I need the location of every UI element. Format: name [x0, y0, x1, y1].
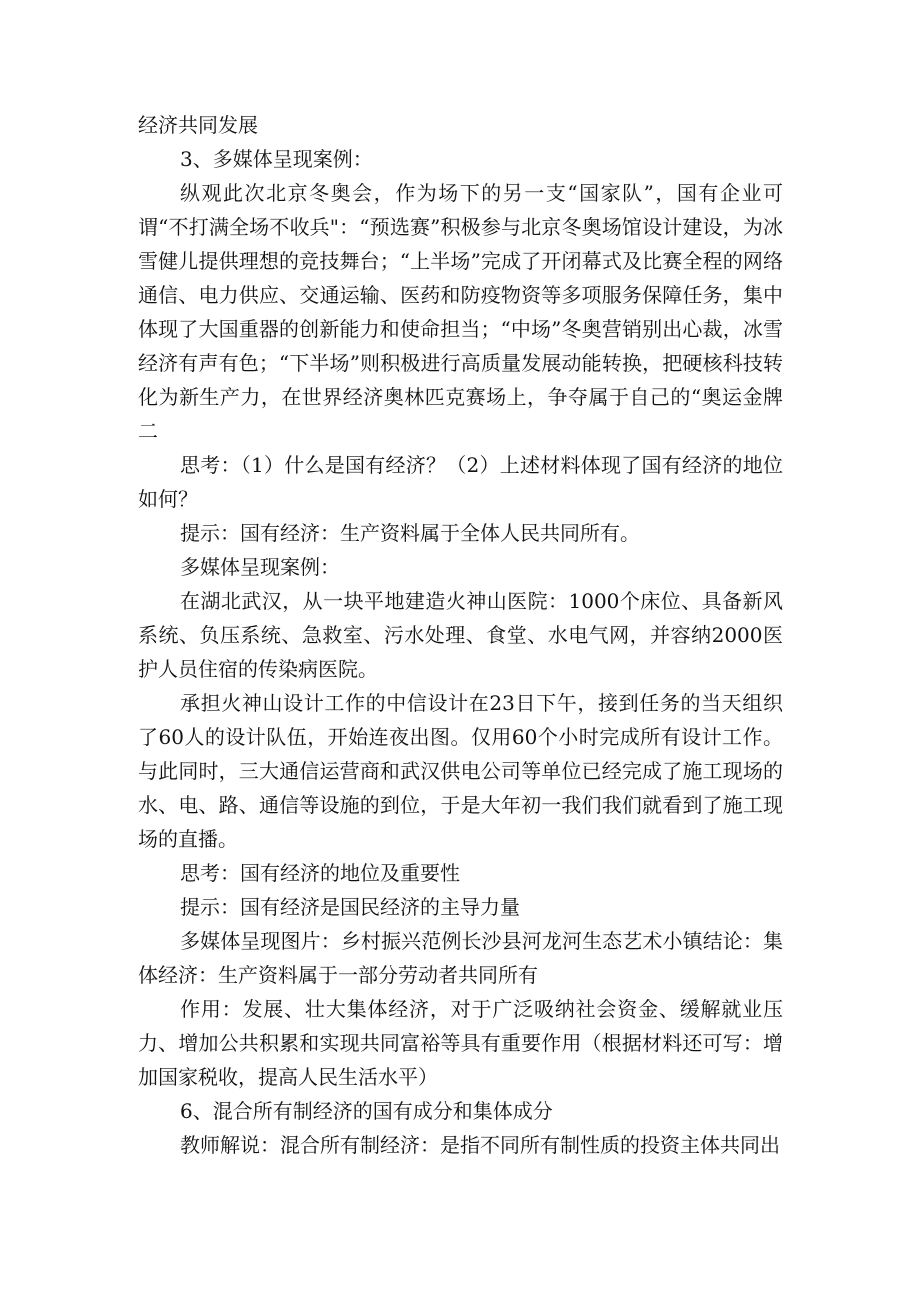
document-body	[138, 108, 783, 1162]
paragraph-11: 作用：发展、壮大集体经济，对于广泛吸纳社会资金、缓解就业压力、增加公共积累和实现共同富裕等具有重要作用（根据材料还可写：增加国家税收，提高人民生活水平）	[138, 997, 783, 1089]
paragraph-4: 提示：国有经济：生产资料属于全体人民共同所有。	[180, 521, 640, 545]
paragraph-7: 承担火神山设计工作的中信设计在23日下午，接到任务的当天组织了60人的设计队伍，开始连夜出图。仅用60个小时完成所有设计工作。与此同时，三大通信运营商和武汉供电公司等单位已经完成了施工现场的水、电、路、通信等设施的到位，于是大年初一我们我们就看到了施工现场的直播。	[138, 691, 783, 851]
paragraph-0: 经济共同发展	[138, 113, 258, 137]
paragraph-3: 思考：（1）什么是国有经济？（2）上述材料体现了国有经济的地位如何？	[138, 453, 783, 511]
paragraph-2: 纵观此次北京冬奥会，作为场下的另一支“国家队”，国有企业可谓“不打满全场不收兵"：“预选赛”积极参与北京冬奥场馆设计建设，为冰雪健儿提供理想的竞技舞台；“上半场”完成了开闭幕式及比赛全程的网络通信、电力供应、交通运输、医药和防疫物资等多项服务保障任务，集中体现了大国重器的创新能力和使命担当；“中场”冬奥营销别出心裁，冰雪经济有声有色；“下半场”则积极进行高质量发展动能转换，把硬核科技转化为新生产力，在世界经济奥林匹克赛场上，争夺属于自己的“奥运金牌二	[138, 181, 783, 443]
paragraph-12: 6、混合所有制经济的国有成分和集体成分	[180, 1099, 553, 1123]
paragraph-8: 思考：国有经济的地位及重要性	[180, 861, 460, 885]
paragraph-5: 多媒体呈现案例：	[180, 555, 340, 579]
paragraph-6: 在湖北武汉，从一块平地建造火神山医院：1000个床位、具备新风系统、负压系统、急救室、污水处理、食堂、水电气网，并容纳2000医护人员住宿的传染病医院。	[138, 589, 783, 681]
paragraph-1: 3、多媒体呈现案例：	[180, 147, 373, 171]
paragraph-10: 多媒体呈现图片：乡村振兴范例长沙县河龙河生态艺术小镇结论：集体经济：生产资料属于一部分劳动者共同所有	[138, 929, 783, 987]
paragraph-13: 教师解说：混合所有制经济：是指不同所有制性质的投资主体共同出	[180, 1133, 780, 1157]
paragraph-9: 提示：国有经济是国民经济的主导力量	[180, 895, 520, 919]
